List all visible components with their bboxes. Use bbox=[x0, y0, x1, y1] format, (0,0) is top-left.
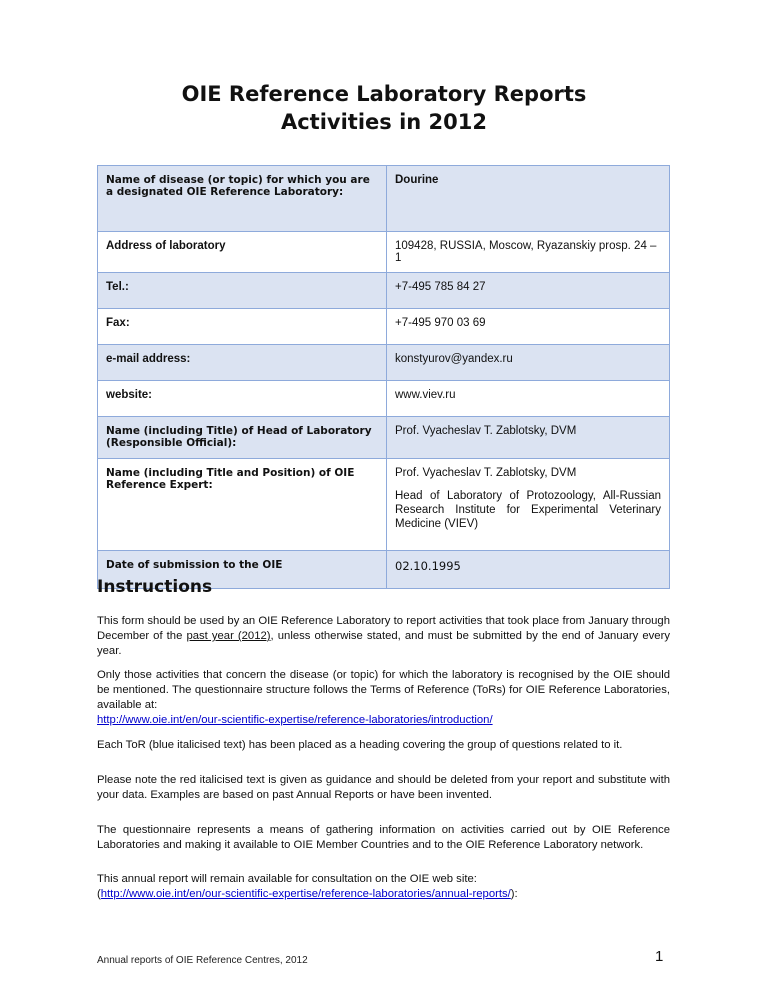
website-label: website: bbox=[98, 381, 387, 417]
instructions-paragraph-3: Each ToR (blue italicised text) has been placed as a heading covering the group of questions related to it. bbox=[97, 739, 623, 751]
expert-value: Prof. Vyacheslav T. Zablotsky, DVM bbox=[395, 467, 577, 479]
p2-text: Only those activities that concern the disease (or topic) for which the laboratory is recognised by the OIE should be mentioned. The questionnaire structure follows the Terms of Reference (ToRs) for OIE Reference Laboratories, available at: bbox=[97, 669, 670, 711]
table-row bbox=[98, 309, 670, 345]
tel-label: Tel.: bbox=[98, 273, 387, 309]
table-row bbox=[98, 381, 670, 417]
p1-text-a: This form should be used by an OIE Reference Laboratory to report activities that took place from January through December of the bbox=[97, 615, 670, 642]
instructions-paragraph-5: The questionnaire represents a means of gathering information on activities carried out by OIE Reference Laboratories and making it available to OIE Member Countries and to the OIE Reference Laboratory network. bbox=[97, 824, 670, 851]
email-value: konstyurov@yandex.ru bbox=[387, 345, 670, 381]
instructions-paragraph-6 bbox=[97, 872, 670, 902]
table-row bbox=[98, 273, 670, 309]
introduction-link[interactable]: http://www.oie.int/en/our-scientific-expertise/reference-laboratories/introduction/ bbox=[97, 714, 493, 726]
p6-close: ): bbox=[510, 888, 518, 900]
expert-label: Name (including Title and Position) of OIE Reference Expert: bbox=[98, 459, 387, 551]
instructions-paragraph-1 bbox=[97, 614, 670, 659]
fax-label: Fax: bbox=[98, 309, 387, 345]
tel-value: +7-495 785 84 27 bbox=[387, 273, 670, 309]
p1-underlined: past year (2012) bbox=[186, 630, 271, 642]
table-row bbox=[98, 345, 670, 381]
p6-open-paren: ( bbox=[97, 888, 101, 900]
expert-position: Head of Laboratory of Protozoology, All-Russian Research Institute for Experimental Veterinary Medicine (VIEV) bbox=[395, 490, 661, 530]
table-row bbox=[98, 166, 670, 232]
submission-label: Date of submission to the OIE bbox=[98, 551, 387, 589]
submission-value: 02.10.1995 bbox=[387, 551, 670, 589]
email-label: e-mail address: bbox=[98, 345, 387, 381]
table-row bbox=[98, 417, 670, 459]
laboratory-info-table bbox=[97, 165, 670, 589]
page-number: 1 bbox=[655, 948, 664, 965]
footer-text: Annual reports of OIE Reference Centres, 2012 bbox=[97, 955, 308, 966]
expert-cell bbox=[387, 459, 670, 551]
title-line-1: OIE Reference Laboratory Reports bbox=[181, 82, 587, 106]
instructions-heading: Instructions bbox=[97, 577, 213, 597]
disease-value: Dourine bbox=[387, 166, 670, 232]
instructions-paragraph-2 bbox=[97, 668, 670, 728]
website-value: www.viev.ru bbox=[387, 381, 670, 417]
disease-label: Name of disease (or topic) for which you are a designated OIE Reference Laboratory: bbox=[98, 166, 387, 232]
address-label: Address of laboratory bbox=[98, 232, 387, 273]
p1-text-b: , unless otherwise stated, and must be submitted by the end of January every year. bbox=[97, 630, 671, 657]
fax-value: +7-495 970 03 69 bbox=[387, 309, 670, 345]
table-row bbox=[98, 459, 670, 551]
head-label: Name (including Title) of Head of Laboratory (Responsible Official): bbox=[98, 417, 387, 459]
head-value: Prof. Vyacheslav T. Zablotsky, DVM bbox=[387, 417, 670, 459]
instructions-paragraph-4: Please note the red italicised text is given as guidance and should be deleted from your report and substitute with your data. Examples are based on past Annual Reports or have been invented. bbox=[97, 774, 670, 801]
document-title bbox=[0, 80, 768, 136]
table-row bbox=[98, 232, 670, 273]
address-value: 109428, RUSSIA, Moscow, Ryazanskiy prosp. 24 – 1 bbox=[387, 232, 670, 273]
p6-text: This annual report will remain available for consultation on the OIE web site: bbox=[97, 873, 477, 885]
annual-reports-link[interactable]: http://www.oie.int/en/our-scientific-expertise/reference-laboratories/annual-reports/ bbox=[100, 888, 511, 900]
title-line-2: Activities in 2012 bbox=[280, 110, 488, 134]
